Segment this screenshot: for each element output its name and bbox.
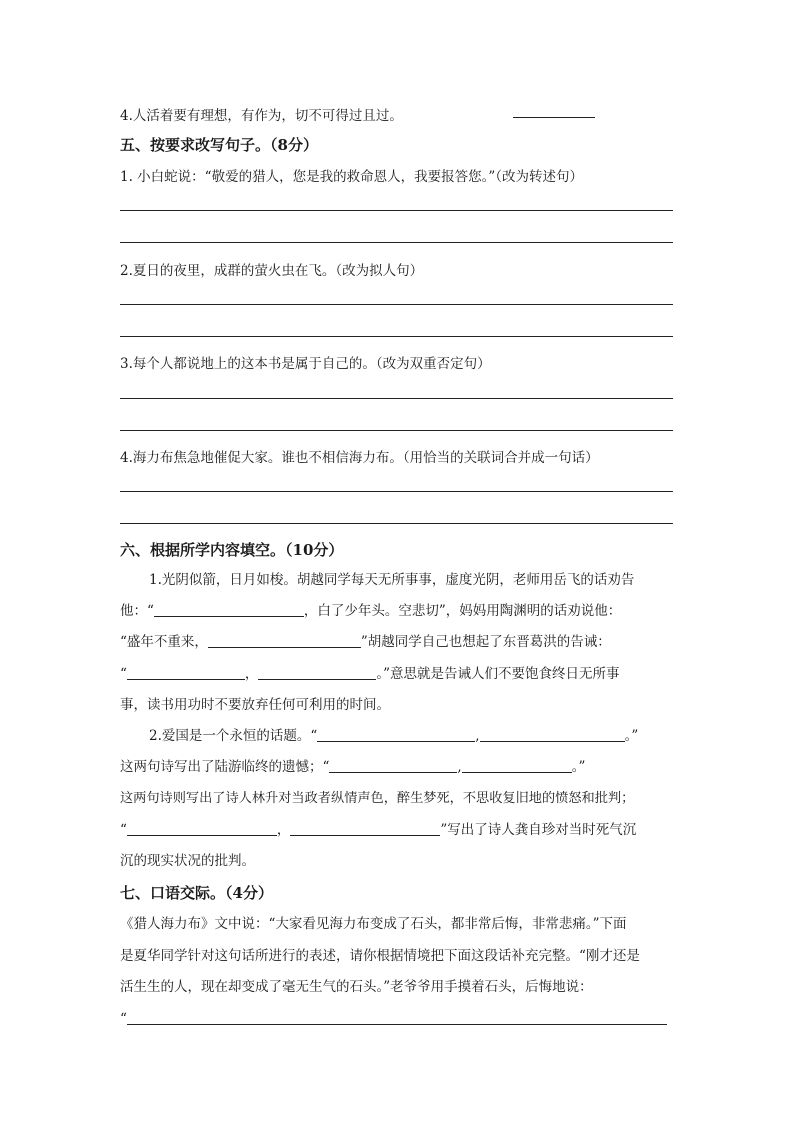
section-5-heading: 五、按要求改写句子。（8分）: [120, 136, 318, 154]
s6-line: [120, 659, 680, 690]
answer-line[interactable]: [120, 304, 673, 305]
text: ,: [457, 759, 462, 776]
answer-line[interactable]: [120, 491, 673, 492]
s5-question-2: 2.夏日的夜里，成群的萤火虫在飞。（改为拟人句）: [120, 263, 424, 279]
s6-line: 1.光阴似箭，日月如梭。胡越同学每天无所事事，虚度光阴，老师用岳飞的话劝告: [149, 572, 635, 588]
text: ，白了少年头。空悲切”，妈妈用陶渊明的话劝说他：: [303, 603, 622, 620]
s6-line: [120, 815, 680, 846]
text: ，: [276, 821, 291, 838]
text: “盛年不重来，: [120, 634, 208, 651]
fill-blank[interactable]: [317, 727, 475, 742]
fill-blank[interactable]: [127, 665, 245, 680]
s7-line: [120, 1004, 680, 1036]
s7-line: 活生生的人，现在却变成了毫无生气的石头。”老爷爷用手摸着石头，后悔地说：: [120, 979, 593, 995]
s5-question-4: 4.海力布焦急地催促大家。谁也不相信海力布。（用恰当的关联词合并成一句话）: [120, 450, 599, 466]
text: ”写出了诗人龚自珍对当时死气沉: [440, 821, 637, 838]
section-7-body: [120, 909, 680, 1035]
fill-blank[interactable]: [258, 665, 376, 680]
fill-blank[interactable]: [127, 1010, 667, 1025]
s6-line: [120, 596, 680, 627]
section-7-heading: 七、口语交际。（4分）: [120, 884, 273, 902]
s5-question-3: 3.每个人都说地上的这本书是属于自己的。（改为双重否定句）: [120, 356, 491, 372]
text: “: [120, 1010, 127, 1027]
text: 。”: [624, 728, 639, 745]
question-4-top: 4.人活着要有理想，有作为，切不可得过且过。: [120, 108, 403, 124]
s6-line: 事，读书用功时不要放弃任何可利用的时间。: [120, 696, 390, 713]
answer-line[interactable]: [120, 398, 673, 399]
text: 。”: [571, 759, 586, 776]
answer-line[interactable]: [120, 242, 673, 243]
fill-blank[interactable]: [329, 758, 457, 773]
s6-line: [120, 752, 680, 783]
text: ，: [244, 665, 259, 682]
text: “: [120, 821, 127, 838]
fill-blank[interactable]: [208, 633, 361, 648]
text: 。”意思就是告诫人们不要饱食终日无所事: [376, 665, 620, 682]
fill-blank[interactable]: [127, 821, 277, 836]
text: ”胡越同学自己也想起了东晋葛洪的告诫：: [360, 634, 611, 651]
fill-blank[interactable]: [154, 602, 304, 617]
text: “: [120, 665, 127, 682]
answer-blank[interactable]: [513, 117, 595, 118]
fill-blank[interactable]: [462, 758, 572, 773]
s7-line: 《猎人海力布》文中说：“大家看见海力布变成了石头，都非常后悔，非常悲痛。”下面: [120, 916, 627, 932]
answer-line[interactable]: [120, 523, 673, 524]
answer-line[interactable]: [120, 210, 673, 211]
s6-line: 这两句诗则写出了诗人林升对当政者纵情声色，醉生梦死，不思收复旧地的愤怒和批判；: [120, 791, 635, 807]
s6-line: [120, 627, 680, 658]
text: 这两句诗写出了陆游临终的遗憾；“: [120, 759, 330, 776]
answer-line[interactable]: [120, 336, 673, 337]
answer-line[interactable]: [120, 430, 673, 431]
fill-blank[interactable]: [290, 821, 440, 836]
section-6-body: [120, 565, 680, 877]
text: 他：“: [120, 603, 154, 620]
text: 2.爱国是一个永恒的话题。“: [149, 728, 318, 745]
s6-line: 沉的现实状况的批判。: [120, 852, 255, 869]
text: ,: [475, 728, 480, 745]
s5-question-1: 1. 小白蛇说：“敬爱的猎人，您是我的救命恩人，我要报答您。”（改为转述句）: [120, 169, 583, 185]
fill-blank[interactable]: [480, 727, 625, 742]
section-6-heading: 六、根据所学内容填空。（10分）: [120, 541, 344, 559]
s6-line: [120, 721, 680, 752]
s7-line: 是夏华同学针对这句话所进行的表述，请你根据情境把下面这段话补充完整。“刚才还是: [120, 947, 640, 964]
